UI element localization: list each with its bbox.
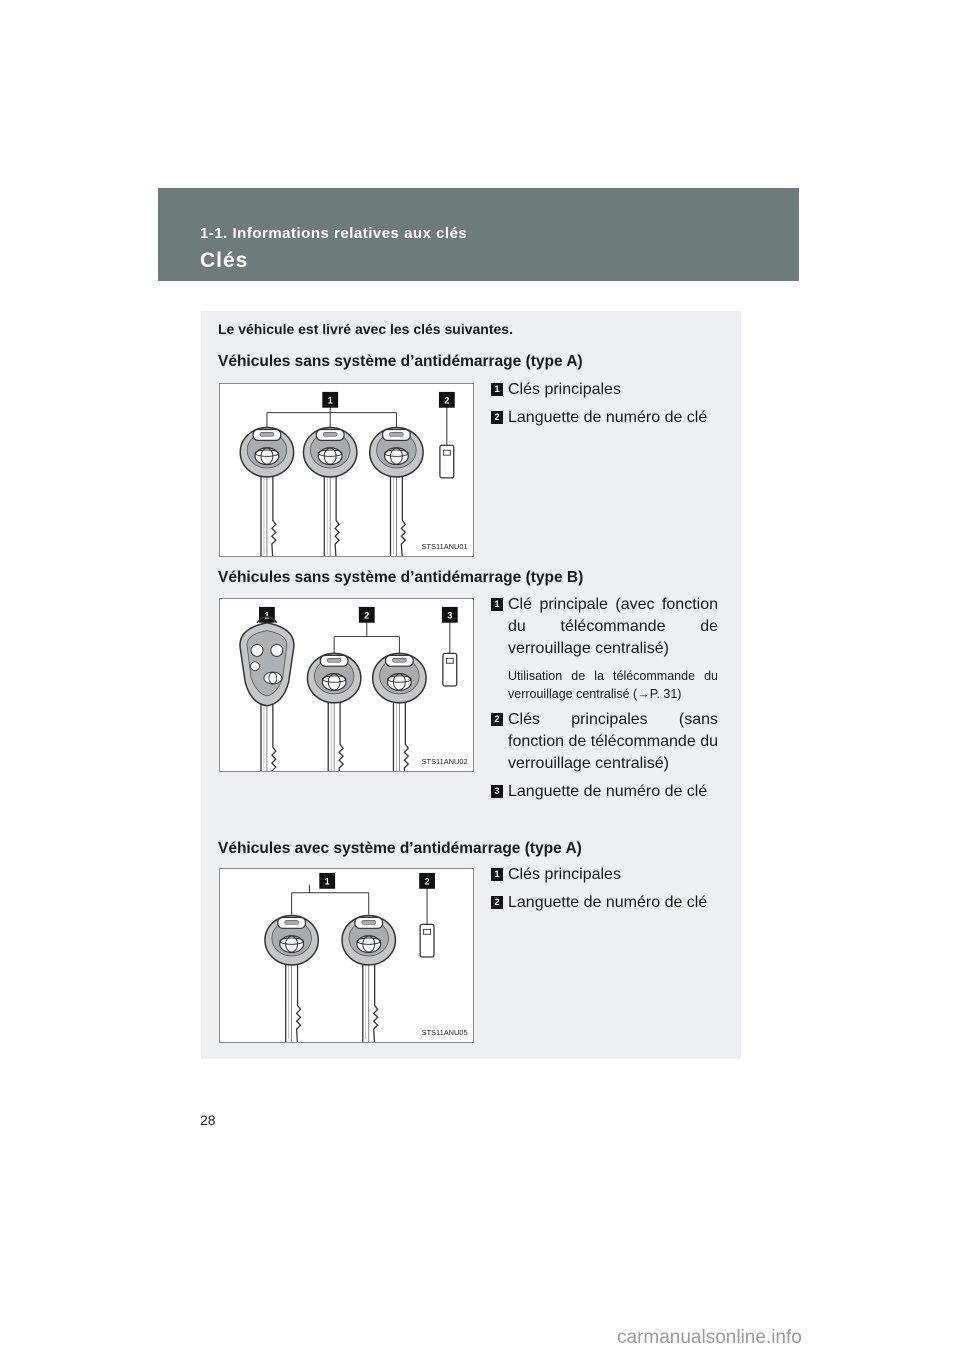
remote-key xyxy=(240,617,294,706)
main-key xyxy=(265,915,318,964)
item-text: Clé principale (avec fonction du télécommande de verrouillage centralisé) xyxy=(508,596,718,657)
keys-diagram xyxy=(220,384,473,556)
item-text: Clés principales xyxy=(508,866,621,883)
legend-item xyxy=(491,379,718,401)
main-key xyxy=(370,427,423,476)
key-number-tag xyxy=(440,445,454,478)
callout-3: 3 xyxy=(447,610,453,621)
callout-2: 2 xyxy=(364,610,370,621)
item-number-badge: 1 xyxy=(491,598,503,611)
item-text: Languette de numéro de clé xyxy=(508,409,708,426)
main-key xyxy=(240,427,293,476)
item-text: Clés principales xyxy=(508,381,621,398)
keys-diagram xyxy=(220,599,473,771)
legend-item xyxy=(491,709,718,775)
chapter-header xyxy=(158,188,799,281)
intro-text: Le véhicule est livré avec les clés suivantes. xyxy=(218,321,513,337)
image-code: STS11ANU02 xyxy=(421,757,468,767)
section-label: 1-1. Informations relatives aux clés xyxy=(200,225,468,242)
main-key xyxy=(304,427,357,476)
item-number-badge: 3 xyxy=(491,785,503,798)
item-text: Languette de numéro de clé xyxy=(508,894,708,911)
section-heading-2: Véhicules sans système d’antidémarrage (type B) xyxy=(218,569,584,586)
callout-2: 2 xyxy=(424,876,430,887)
legend-item xyxy=(491,892,718,914)
item-number-badge: 2 xyxy=(491,713,503,726)
legend-list-1 xyxy=(491,379,718,435)
item-number-badge: 1 xyxy=(491,383,503,396)
page-number: 28 xyxy=(200,1112,216,1128)
key-number-tag xyxy=(420,924,434,957)
item-note: Utilisation de la télécommande du verrouillage centralisé (→P. 31) xyxy=(508,669,718,701)
main-key xyxy=(342,915,395,964)
image-code: STS11ANU05 xyxy=(421,1028,468,1038)
item-text: Clés principales (sans fonction de télécommande du verrouillage centralisé) xyxy=(508,711,718,772)
section-heading-1: Véhicules sans système d’antidémarrage (type A) xyxy=(218,353,583,370)
main-key xyxy=(373,653,426,702)
illustration-keys-immobilizer-type-a xyxy=(219,868,474,1043)
main-key xyxy=(307,653,360,702)
keys-diagram xyxy=(220,869,473,1042)
legend-item xyxy=(491,781,718,803)
illustration-keys-type-a xyxy=(219,383,474,557)
legend-item xyxy=(491,594,718,703)
callout-2: 2 xyxy=(444,395,450,406)
key-number-tag xyxy=(443,653,457,686)
item-number-badge: 2 xyxy=(491,896,503,909)
page-title: Clés xyxy=(200,249,249,272)
content-panel xyxy=(201,311,741,1059)
callout-1: 1 xyxy=(324,876,330,887)
illustration-keys-type-b xyxy=(219,598,474,772)
section-heading-3: Véhicules avec système d’antidémarrage (type A) xyxy=(218,840,582,857)
item-number-badge: 2 xyxy=(491,411,503,424)
item-number-badge: 1 xyxy=(491,868,503,881)
image-code: STS11ANU01 xyxy=(421,542,468,552)
item-text: Languette de numéro de clé xyxy=(508,783,708,800)
callout-1: 1 xyxy=(264,610,270,621)
watermark: carmanualsonline.info xyxy=(617,1327,802,1348)
legend-item xyxy=(491,864,718,886)
legend-list-2 xyxy=(491,594,718,809)
legend-item xyxy=(491,407,718,429)
legend-list-3 xyxy=(491,864,718,920)
callout-1: 1 xyxy=(327,395,333,406)
